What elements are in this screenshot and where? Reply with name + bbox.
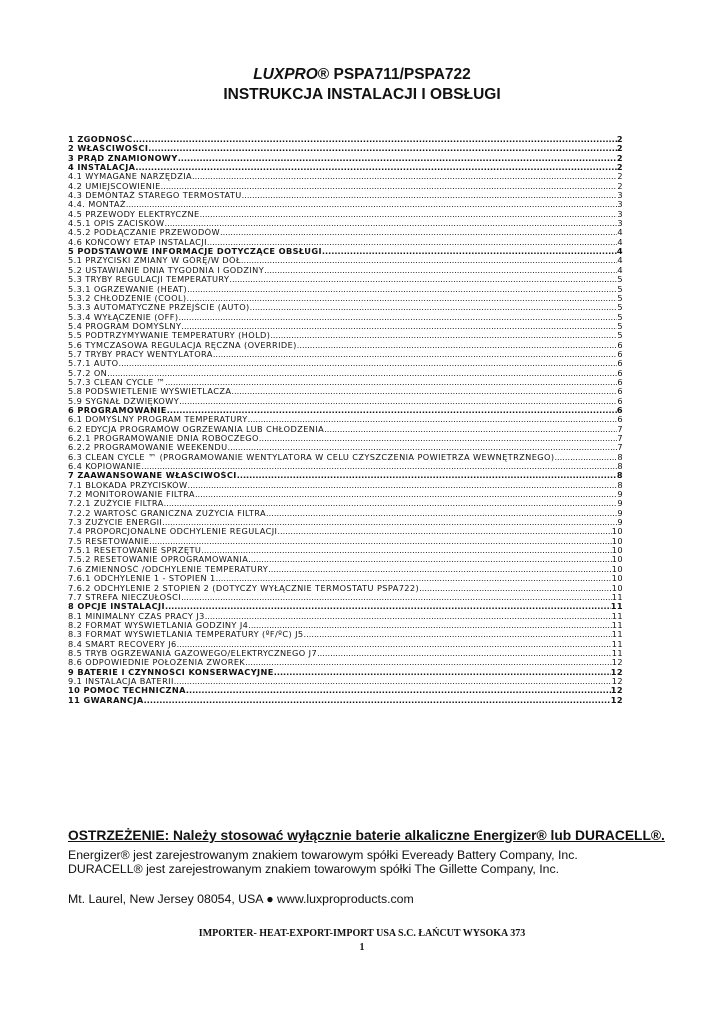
toc-dot-leader [181,322,617,331]
toc-entry [68,574,623,583]
toc-dot-leader [297,341,618,350]
toc-entry-label: 4 INSTALACJA [68,163,136,173]
toc-dot-leader [213,350,618,359]
toc-entry [68,266,623,275]
toc-dot-leader [192,172,617,181]
toc-entry-label: 5.3 TRYBY REGULACJI TEMPERATURY [68,275,230,285]
toc-entry-page: 9 [617,490,623,500]
toc-entry [68,135,623,144]
toc-dot-leader [317,649,612,658]
toc-entry [68,471,623,480]
toc-entry [68,415,623,424]
toc-entry [68,434,623,443]
toc-entry-page: 10 [611,546,623,556]
company-address: Mt. Laurel, New Jersey 08054, USA ● www.luxproproducts.com [68,892,414,906]
toc-entry-page: 7 [617,434,623,443]
toc-entry-label: 7.4 PROPORCJONALNE ODCHYLENIE REGULACJI [68,527,278,537]
toc-dot-leader [248,415,618,424]
toc-entry [68,219,623,228]
toc-entry-page: 3 [617,191,623,201]
toc-entry-label: 7.6 ZMIENNOŚĆ /ODCHYLENIE TEMPERATURY [68,564,269,574]
toc-entry [68,238,623,247]
toc-dot-leader [141,462,617,471]
toc-dot-leader [216,574,612,583]
toc-entry-label: 5.7 TRYBY PRACY WENTYLATORA [68,349,213,359]
toc-entry-page: 4 [617,265,623,275]
toc-entry [68,210,623,219]
toc-entry [68,182,623,191]
toc-entry-label: 7.6.1 ODCHYLENIE 1 - STOPIEŃ 1 [68,574,216,584]
toc-entry [68,331,623,340]
toc-entry-label: 5.3.2 CHŁODZENIE (COOL) [68,293,187,303]
toc-entry-page: 9 [617,499,623,509]
toc-entry [68,602,623,611]
battery-warning: OSTRZEŻENIE: Należy stosować wyłącznie baterie alkaliczne Energizer® lub DURACELL®. [68,828,665,843]
toc-dot-leader [277,527,611,536]
toc-entry [68,527,623,536]
toc-entry-page: 10 [611,583,623,593]
toc-entry [68,443,623,452]
toc-entry-label: 5.3.4 WYŁĄCZENIE (OFF) [68,312,179,322]
toc-entry-page: 11 [611,620,623,630]
toc-entry [68,313,623,322]
toc-entry-page: 5 [617,321,623,331]
toc-entry [68,686,623,695]
toc-dot-leader [167,406,617,415]
toc-dot-leader [149,537,612,546]
toc-entry-page: 10 [611,574,623,584]
toc-entry [68,191,623,200]
toc-entry-label: 6.1 DOMYŚLNY PROGRAM TEMPERATURY [68,415,248,425]
toc-entry-label: 7.6.2 ODCHYLENIE 2 STOPIEŃ 2 (DOTYCZY WYŁĄCZNIE TERMOSTATU PSPA722) [68,583,420,593]
toc-entry-label: 4.5.2 PODŁĄCZANIE PRZEWODÓW [68,228,221,238]
toc-entry-page: 12 [610,695,623,705]
toc-entry-label: 4.5 PRZEWODY ELEKTRYCZNE [68,209,200,219]
toc-entry [68,303,623,312]
toc-dot-leader [324,425,617,434]
toc-entry [68,621,623,630]
toc-entry-page: 6 [617,396,623,406]
toc-entry [68,453,623,462]
toc-entry-label: 5.7.2 ON [68,368,108,378]
toc-entry-page: 4 [617,256,623,266]
toc-entry-label: 6 PROGRAMOWANIE [68,405,167,415]
toc-entry-label: 7.2.2 WARTOŚĆ GRANICZNA ZUŻYCIA FILTRA [68,508,267,518]
toc-dot-leader [268,565,612,574]
toc-entry-page: 2 [617,172,623,182]
toc-entry [68,387,623,396]
toc-entry-page: 4 [617,228,623,238]
toc-entry-page: 6 [617,415,623,425]
toc-dot-leader [200,210,618,219]
toc-entry [68,163,623,172]
toc-entry [68,640,623,649]
toc-entry [68,537,623,546]
toc-entry-page: 6 [617,377,623,387]
toc-dot-leader [322,247,617,256]
toc-dot-leader [250,303,618,312]
toc-entry [68,406,623,415]
toc-entry-label: 9 BATERIE I CZYNNOŚCI KONSERWACYJNE [68,667,274,677]
toc-entry-page: 12 [610,686,623,696]
toc-entry-page: 5 [617,293,623,303]
toc-entry-label: 8.1 MINIMALNY CZAS PRACY J3 [68,611,205,621]
toc-entry-label: 4.4. MONTAŻ [68,200,126,210]
toc-entry-page: 10 [611,564,623,574]
toc-entry-label: 5.7.3 CLEAN CYCLE ™ [68,377,166,387]
toc-entry [68,172,623,181]
toc-dot-leader [177,640,612,649]
toc-entry-page: 5 [617,303,623,313]
toc-entry [68,359,623,368]
toc-entry-page: 8 [617,452,623,462]
toc-dot-leader [186,686,611,695]
toc-entry [68,518,623,527]
toc-dot-leader [248,621,612,630]
toc-dot-leader [118,359,617,368]
toc-entry-page: 3 [617,219,623,229]
toc-entry-label: 8.5 TRYB OGRZEWANIA GAZOWEGO/ELEKTRYCZNEGO J7 [68,648,318,658]
toc-entry-label: 7.1 BLOKADA PRZYCISKÓW [68,480,188,490]
toc-entry-label: 5.2 USTAWIANIE DNIA TYGODNIA I GODZINY [68,265,265,275]
toc-entry-label: 10 POMOC TECHNICZNA [68,686,186,696]
toc-entry-label: 5.3.1 OGRZEWANIE (HEAT) [68,284,188,294]
importer-footer: IMPORTER- HEAT-EXPORT-IMPORT USA S.C. ŁAŃCUT WYSOKA 373 [198,928,526,939]
model-name: ® PSPA711/PSPA722 [317,66,471,83]
toc-dot-leader [207,238,617,247]
toc-dot-leader [242,191,618,200]
toc-dot-leader [187,294,618,303]
page-number: 1 [359,942,365,953]
toc-entry-label: 9.1 INSTALACJA BATERII [68,676,174,686]
document-title [0,66,724,84]
toc-entry [68,658,623,667]
toc-entry [68,490,623,499]
toc-dot-leader [164,499,618,508]
toc-dot-leader [165,219,618,228]
toc-dot-leader [245,658,612,667]
toc-dot-leader [178,154,617,163]
trademark-note-duracell: DURACELL® jest zarejestrowanym znakiem towarowym spółki The Gillette Company, Inc. [68,862,560,876]
toc-entry-page: 7 [617,424,623,434]
toc-entry [68,275,623,284]
toc-entry-page: 12 [611,676,623,686]
toc-entry-label: 7 ZAAWANSOWANE WŁAŚCIWOŚCI [68,471,237,481]
toc-entry-label: 3 PRĄD ZNAMIONOWY [68,153,178,163]
toc-entry-page: 2 [616,144,623,154]
toc-entry-page: 12 [611,658,623,668]
toc-entry-page: 9 [617,508,623,518]
toc-entry [68,341,623,350]
toc-entry-label: 6.3 CLEAN CYCLE ™ (PROGRAMOWANIE WENTYLATORA W CELU CZYSZCZENIA POWIETRZA WEWNĘTRZNEGO) [68,452,555,462]
toc-entry-label: 4.3 DEMONTAŻ STAREGO TERMOSTATU [68,191,242,201]
toc-entry-label: 2 WŁAŚCIWOŚCI [68,144,149,154]
toc-dot-leader [231,387,617,396]
table-of-contents [68,135,623,705]
toc-dot-leader [162,518,617,527]
toc-dot-leader [304,630,612,639]
toc-entry-page: 2 [616,153,623,163]
toc-entry-page: 6 [617,387,623,397]
toc-entry-page: 8 [616,471,623,481]
toc-entry-label: 4.2 UMIEJSCOWIENIE [68,181,161,191]
toc-entry-label: 5.7.1 AUTO [68,359,119,369]
toc-entry [68,285,623,294]
toc-entry-page: 6 [617,368,623,378]
toc-entry-page: 2 [616,135,623,144]
toc-entry-label: 5.4 PROGRAM DOMYŚLNY [68,321,182,331]
toc-entry-label: 4.6 KOŃCOWY ETAP INSTALACJI [68,237,207,247]
toc-dot-leader [165,602,611,611]
toc-dot-leader [187,285,617,294]
toc-entry-label: 8.3 FORMAT WYŚWIETLANIA TEMPERATURY (ºF/ºC) J5 [68,630,304,640]
toc-entry-page: 4 [616,247,623,257]
toc-entry-label: 6.2.2 PROGRAMOWANIE WEEKENDU [68,443,228,453]
toc-entry [68,565,623,574]
toc-dot-leader [264,266,617,275]
toc-entry-label: 7.2 MONITOROWANIE FILTRA [68,490,195,500]
toc-entry-label: 6.2.1 PROGRAMOWANIE DNIA ROBOCZEGO [68,434,259,443]
toc-entry-label: 8.2 FORMAT WYŚWIETLANIA GODZINY J4 [68,620,249,630]
toc-dot-leader [195,490,617,499]
toc-dot-leader [241,256,617,265]
toc-entry [68,546,623,555]
document-subtitle: INSTRUKCJA INSTALACJI I OBSŁUGI [223,86,501,103]
toc-entry-page: 4 [617,237,623,247]
toc-entry [68,649,623,658]
toc-entry-page: 10 [611,536,623,546]
toc-entry-page: 11 [611,639,623,649]
toc-entry [68,668,623,677]
toc-dot-leader [135,163,617,172]
toc-entry-label: 5.1 PRZYCISKI ZMIANY W GÓRĘ/W DÓŁ [68,256,241,266]
toc-dot-leader [266,509,617,518]
toc-entry-page: 12 [610,667,623,677]
toc-dot-leader [181,593,612,602]
toc-entry-label: 8.4 SMART RECOVERY J6 [68,639,177,649]
toc-entry [68,397,623,406]
toc-dot-leader [144,696,611,705]
toc-entry [68,154,623,163]
brand-name: LUXPRO [253,66,318,83]
toc-entry-page: 3 [617,200,623,210]
toc-dot-leader [259,434,618,443]
toc-entry [68,294,623,303]
toc-dot-leader [248,555,612,564]
toc-entry-label: 7.5.1 RESETOWANIE SPRZĘTU [68,546,202,556]
toc-entry-label: 8 OPCJE INSTALACJI [68,602,165,612]
toc-entry-page: 11 [611,611,623,621]
toc-dot-leader [229,275,617,284]
toc-dot-leader [274,668,611,677]
toc-entry [68,677,623,686]
toc-entry [68,369,623,378]
toc-entry [68,322,623,331]
toc-entry-label: 5.3.3 AUTOMATYCZNE PRZEJŚCIE (AUTO) [68,303,250,313]
toc-entry-page: 6 [617,359,623,369]
toc-dot-leader [237,471,617,480]
toc-entry-label: 7.5 RESETOWANIE [68,536,150,546]
toc-entry [68,425,623,434]
toc-entry-label: 11 GWARANCJA [68,695,144,705]
toc-entry-label: 7.3 ZUŻYCIE ENERGII [68,518,163,528]
toc-entry [68,378,623,387]
toc-entry-label: 6.4 KOPIOWANIE [68,462,142,472]
toc-entry-page: 6 [617,340,623,350]
toc-entry-label: 4.5.1 OPIS ZACISKÓW [68,219,165,229]
trademark-note-energizer: Energizer® jest zarejestrowanym znakiem towarowym spółki Eveready Battery Company, Inc. [68,848,578,862]
toc-entry [68,350,623,359]
toc-entry-label: 4.1 WYMAGANE NARZĘDZIA [68,172,193,182]
toc-entry-label: 7.7 STREFA NIECZUŁOŚCI [68,592,182,602]
toc-dot-leader [205,612,612,621]
toc-dot-leader [220,228,617,237]
toc-dot-leader [174,677,612,686]
toc-entry-page: 11 [611,630,623,640]
toc-dot-leader [419,584,612,593]
toc-entry [68,481,623,490]
toc-entry-label: 1 ZGODNOŚĆ [68,135,133,144]
toc-entry-page: 10 [611,527,623,537]
toc-dot-leader [270,331,617,340]
toc-entry-page: 9 [617,518,623,528]
toc-entry [68,555,623,564]
toc-dot-leader [188,481,618,490]
toc-entry [68,593,623,602]
toc-dot-leader [178,313,617,322]
toc-dot-leader [179,397,617,406]
toc-entry-page: 11 [611,648,623,658]
toc-entry-page: 5 [617,331,623,341]
toc-entry-page: 5 [617,284,623,294]
toc-entry [68,247,623,256]
toc-entry-page: 11 [610,602,623,612]
toc-entry [68,462,623,471]
toc-entry-page: 11 [611,592,623,602]
toc-entry [68,256,623,265]
toc-dot-leader [228,443,618,452]
toc-entry-label: 6.2 EDYCJA PROGRAMÓW OGRZEWANIA LUB CHŁODZENIA [68,424,325,434]
toc-entry [68,144,623,153]
toc-entry [68,509,623,518]
toc-entry-label: 5.8 PODŚWIETLENIE WYŚWIETLACZA [68,387,232,397]
toc-entry-page: 10 [611,555,623,565]
toc-entry-page: 2 [616,163,623,173]
toc-dot-leader [201,546,612,555]
toc-dot-leader [133,135,617,144]
toc-entry-page: 2 [617,181,623,191]
toc-entry [68,584,623,593]
toc-entry-label: 5.6 TYMCZASOWA REGULACJA RĘCZNA (OVERRIDE) [68,340,297,350]
toc-entry-label: 7.2.1 ZUŻYCIE FILTRA [68,499,164,509]
toc-dot-leader [161,182,618,191]
toc-dot-leader [126,200,618,209]
toc-dot-leader [148,144,617,153]
toc-entry-page: 3 [617,209,623,219]
toc-entry-label: 8.6 ODPOWIEDNIE POŁOŻENIA ZWOREK [68,658,246,668]
toc-entry-page: 5 [617,312,623,322]
toc-entry-page: 5 [617,275,623,285]
toc-entry-label: 5 PODSTAWOWE INFORMACJE DOTYCZĄCE OBSŁUGI [68,247,322,257]
toc-entry-page: 6 [616,405,623,415]
toc-entry [68,630,623,639]
toc-dot-leader [554,453,617,462]
toc-entry-label: 7.5.2 RESETOWANIE OPROGRAMOWANIA [68,555,249,565]
toc-dot-leader [107,369,617,378]
toc-entry-page: 6 [617,349,623,359]
toc-entry [68,499,623,508]
toc-entry [68,612,623,621]
toc-entry-page: 7 [617,443,623,453]
toc-entry-page: 8 [617,480,623,490]
toc-entry [68,200,623,209]
toc-entry [68,228,623,237]
toc-entry-label: 5.5 PODTRZYMYWANIE TEMPERATURY (HOLD) [68,331,271,341]
toc-entry [68,696,623,705]
toc-entry-label: 5.9 SYGNAŁ DŹWIĘKOWY [68,396,180,406]
toc-entry-page: 8 [617,462,623,472]
toc-dot-leader [165,378,617,387]
